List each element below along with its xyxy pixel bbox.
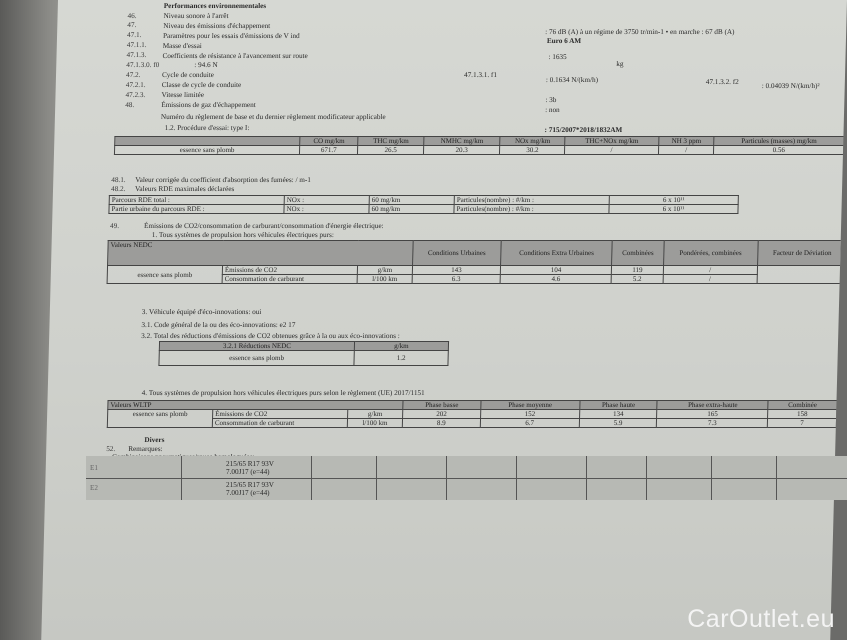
wltp-row-co2 (108, 410, 837, 419)
row-value-f0: : 94.6 N (194, 61, 218, 69)
nedc-fuel-weighted: / (663, 275, 757, 284)
header-particles: Particules (masses) mg/km (714, 137, 844, 146)
row-value-47: Euro 6 AM (546, 37, 582, 45)
tyre-col-divider (376, 456, 377, 500)
nedc-co2-weighted: / (663, 266, 757, 275)
row-num-48-1: 48.1. (111, 176, 126, 184)
wltp-header-medium: Phase moyenne (480, 401, 579, 410)
tyre-col-divider (446, 456, 447, 500)
wltp-co2-low: 202 (403, 410, 481, 419)
wltp-fuel-label: essence sans plomb (107, 410, 212, 428)
row-num-47-2-3: 47.2.3. (125, 91, 146, 99)
header-thc-nox: THC+NOx mg/km (565, 137, 659, 146)
tyre-col-divider (646, 456, 647, 500)
tyre-col-divider (311, 456, 312, 500)
carOutlet-watermark: CarOutlet.eu (687, 605, 835, 633)
nedc-table (107, 240, 847, 284)
test-procedure: 1.2. Procédure d'essai: type I: (164, 124, 250, 132)
nedc-row-co2 (107, 266, 846, 275)
rde-total-nox-value: 60 mg/km (369, 196, 454, 205)
row-num-49: 49. (109, 222, 120, 230)
wltp-fuel-extra-high: 7.3 (657, 419, 768, 428)
row-num-48-2: 48.2. (110, 185, 126, 193)
row-num-47-1-3: 47.1.3. (126, 51, 147, 59)
row-num-47-2-1: 47.2.1. (125, 81, 146, 89)
value-thc: 26.5 (358, 146, 424, 155)
tyre-code-2: E2 (90, 484, 98, 492)
nedc-header-urban: Conditions Urbaines (413, 241, 502, 266)
tyre-size-2: 215/65 R17 93V (226, 481, 274, 489)
row-label-47-2-1: Classe de cycle de conduite (161, 81, 242, 89)
row-label-47-1-1: Masse d'essai (162, 42, 202, 50)
nedc-header-combined: Combinées (612, 241, 664, 266)
eco-line-3: 3.2. Total des réductions d'émissions de CO2 obtenues grâce à la ou aux éco-innovations : (141, 332, 400, 340)
nedc-fuel-unit: l/100 km (357, 275, 412, 284)
tyre-col-divider (181, 456, 182, 500)
wltp-section-title: 4. Tous systèmes de propulsion hors véhicules électriques purs selon le règlement (UE) 2017/1151 (141, 389, 425, 397)
nedc-co2-deviation (757, 266, 847, 284)
remarks-label: Remarques: (128, 445, 163, 453)
row-unit-47-1-1: kg (616, 60, 624, 68)
row-num-47: 47. (127, 21, 137, 29)
nedc-fuel-label: essence sans plomb (107, 266, 222, 284)
rde-row-total (109, 196, 738, 205)
wltp-fuel-unit: l/100 km (347, 419, 402, 428)
eco-table-unit: g/km (354, 342, 448, 351)
row-label-47-2: Cycle de conduite (161, 71, 215, 79)
document-page (41, 0, 847, 640)
row-num-47-1: 47.1. (126, 31, 142, 39)
wltp-header-extra-high: Phase extra-haute (657, 401, 768, 410)
tyre-row-divider (86, 478, 847, 479)
rde-urban-nox-value: 60 mg/km (369, 205, 454, 214)
regulation-label: Numéro du règlement de base et du dernier règlement modificateur applicable (160, 113, 386, 121)
nedc-co2-unit: g/km (357, 266, 412, 275)
wltp-fuel-low: 8.9 (402, 419, 480, 428)
wltp-fuel-high: 5.9 (579, 419, 657, 428)
row-label-49: Émissions de CO2/consommation de carburant/consommation d'énergie électrique: (143, 222, 384, 230)
row-num-47-1-1: 47.1.1. (126, 41, 147, 49)
tyre-size-1: 215/65 R17 93V (226, 460, 274, 468)
nedc-co2-label: Émissions de CO2 (222, 266, 357, 275)
nedc-section-title: 1. Tous systèmes de propulsion hors véhicules électriques purs: (151, 231, 334, 239)
nedc-co2-extra-urban: 104 (500, 266, 612, 275)
section-title: Performances environnementales (163, 2, 267, 10)
value-nmhc: 20.3 (423, 146, 500, 155)
value-nh3: / (658, 146, 714, 155)
tyre-col-divider (711, 456, 712, 500)
wltp-co2-label: Émissions de CO2 (213, 410, 348, 419)
value-thc-nox: / (565, 146, 659, 155)
row-num-f0: 47.1.3.0. f0 (126, 61, 160, 69)
rde-urban-label: Partie urbaine du parcours RDE : (109, 205, 284, 214)
nedc-fuel-extra-urban: 4.6 (500, 275, 612, 284)
wltp-title: Valeurs WLTP (108, 401, 403, 410)
row-label-47-1: Paramètres pour les essais d'émissions de V ind (162, 32, 300, 40)
nedc-header-deviation: Facteur de Déviation (757, 241, 847, 266)
header-nox: NOx mg/km (500, 137, 565, 146)
eco-table (158, 341, 449, 366)
rde-total-label: Parcours RDE total : (109, 196, 284, 205)
tyre-rim-2: 7.00J17 (e=44) (226, 489, 270, 497)
tyre-code-1: E1 (90, 464, 98, 472)
rde-urban-particles-value: 6 x 10¹¹ (609, 205, 738, 214)
nedc-fuel-combined: 5.2 (612, 275, 663, 284)
eco-data-row (159, 351, 448, 366)
fuel-label: essence sans plomb (114, 146, 299, 155)
tyre-col-divider (516, 456, 517, 500)
row-num-46: 46. (127, 12, 137, 20)
row-label-48-1: Valeur corrigée du coefficient d'absorption des fumées: / m-1 (135, 176, 312, 184)
divers-title: Divers (144, 436, 165, 444)
header-nmhc: NMHC mg/km (424, 137, 501, 146)
row-value-47-1-1: : 1635 (548, 53, 567, 61)
coef-f2-value: : 0.04039 N/(km/h)² (761, 82, 820, 90)
rde-total-particles: Particules(nombre) : #/km : (454, 196, 609, 205)
nedc-header-row (108, 241, 847, 266)
header-co: CO mg/km (300, 137, 359, 146)
eco-header-row (159, 342, 448, 351)
eco-line-1: 3. Véhicule équipé d'éco-innovations: oui (141, 308, 262, 316)
wltp-fuel-consumption-label: Consommation de carburant (212, 419, 347, 428)
nedc-header-extra-urban: Conditions Extra Urbaines (500, 241, 612, 266)
value-particles: 0.56 (714, 146, 844, 155)
wltp-header-combined: Combinée (768, 401, 837, 410)
nedc-fuel-urban: 6.3 (412, 275, 500, 284)
header-thc: THC mg/km (358, 137, 424, 146)
row-label-46: Niveau sonore à l'arrêt (163, 12, 229, 20)
eco-table-title: 3.2.1 Réductions NEDC (159, 342, 354, 351)
eco-value: 1.2 (354, 351, 448, 366)
rde-row-urban (109, 205, 738, 214)
rde-table (108, 195, 738, 214)
row-value-48: : non (545, 106, 560, 114)
row-label-47-1-3: Coefficients de résistance à l'avancement sur route (162, 52, 308, 60)
tyre-rim-1: 7.00J17 (e=44) (226, 468, 270, 476)
wltp-co2-high: 134 (579, 410, 657, 419)
emissions-table (114, 136, 844, 155)
nedc-title: Valeurs NEDC (108, 241, 414, 266)
nedc-header-weighted: Pondérées, combinées (663, 241, 758, 266)
emissions-header-row (115, 137, 844, 146)
value-nox: 30.2 (500, 146, 565, 155)
row-label-47-2-3: Vitesse limitée (161, 91, 205, 99)
row-num-52: 52. (106, 445, 116, 453)
tyre-col-divider (586, 456, 587, 500)
wltp-header-row (108, 401, 837, 410)
wltp-header-high: Phase haute (580, 401, 658, 410)
nedc-co2-combined: 119 (612, 266, 663, 275)
tyre-col-divider (776, 456, 777, 500)
wltp-co2-unit: g/km (348, 410, 403, 419)
nedc-fuel-consumption-label: Consommation de carburant (222, 275, 357, 284)
row-label-47: Niveau des émissions d'échappement (163, 22, 271, 30)
row-value-47-2-3: : 3b (545, 96, 557, 104)
coef-f2-label: 47.1.3.2. f2 (705, 78, 739, 86)
rde-urban-nox: NOx : (284, 205, 369, 214)
emissions-data-row (114, 146, 843, 155)
value-co: 671.7 (299, 146, 358, 155)
wltp-co2-combined: 158 (768, 410, 837, 419)
wltp-co2-extra-high: 165 (657, 410, 768, 419)
row-value-46: : 76 dB (A) à un régime de 3750 tr/min-1 • en marche : 67 dB (A) (545, 28, 735, 36)
wltp-fuel-medium: 6.7 (480, 419, 579, 428)
regulation-value: : 715/2007*2018/1832AM (544, 126, 623, 134)
wltp-table (107, 400, 838, 428)
wltp-row-fuel (107, 419, 836, 428)
wltp-co2-medium: 152 (480, 410, 579, 419)
wltp-fuel-combined: 7 (768, 419, 837, 428)
row-value-47-2: : 0.1634 N/(km/h) (545, 76, 599, 84)
coef-f1-label: 47.1.3.1. f1 (463, 71, 498, 79)
rde-total-nox: NOx : (284, 196, 369, 205)
row-num-47-2: 47.2. (125, 71, 141, 79)
wltp-header-low: Phase basse (403, 401, 481, 410)
rde-total-particles-value: 6 x 10¹¹ (609, 196, 738, 205)
eco-line-2: 3.1. Code général de la ou des éco-innovations: e2 17 (141, 321, 296, 329)
header-nh3: NH 3 ppm (658, 137, 714, 146)
emissions-header-blank (115, 137, 300, 146)
row-label-48-2: Valeurs RDE maximales déclarées (134, 185, 235, 193)
nedc-co2-urban: 143 (412, 266, 500, 275)
row-num-48: 48. (125, 101, 135, 109)
tyre-combinations-block (86, 456, 847, 500)
eco-fuel-label: essence sans plomb (159, 351, 354, 366)
rde-urban-particles: Particules(nombre) : #/km : (454, 205, 609, 214)
row-label-48: Émissions de gaz d'échappement (161, 101, 256, 109)
